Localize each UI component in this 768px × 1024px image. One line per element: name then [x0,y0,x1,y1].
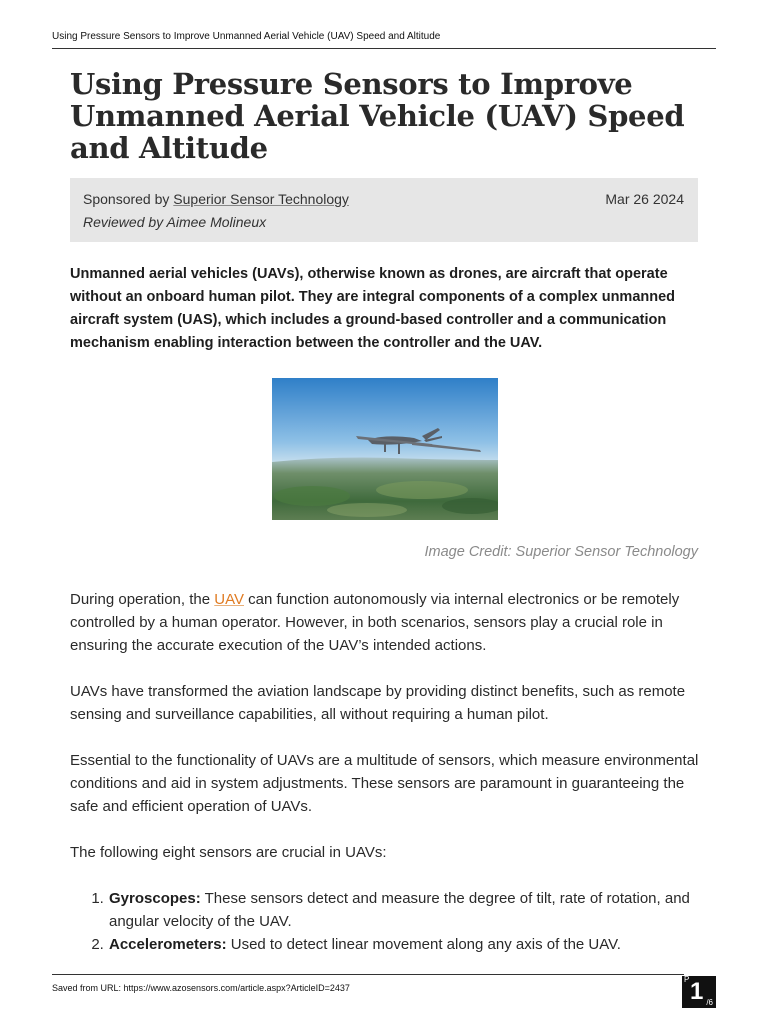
page-total: /6 [706,998,713,1007]
sponsor-link[interactable]: Superior Sensor Technology [173,191,349,207]
saved-from-url: Saved from URL: https://www.azosensors.com/article.aspx?ArticleID=2437 [52,983,350,993]
image-credit: Image Credit: Superior Sensor Technology [424,544,698,560]
article-meta [70,178,698,242]
list-item-term: Accelerometers: [109,936,227,953]
article [70,68,700,956]
list-item-term: Gyroscopes: [109,890,201,907]
paragraph-list-intro: The following eight sensors are crucial in UAVs: [70,844,387,861]
running-header: Using Pressure Sensors to Improve Unmanned Aerial Vehicle (UAV) Speed and Altitude [52,30,716,49]
paragraph-text: can function autonomously via internal electronics or be remotely controlled by a human operator. However, in both scenarios, sensors play a crucial role in ensuring the accurate execution of the UAV’s intended actions. [70,591,680,654]
paragraph-landscape: UAVs have transformed the aviation landscape by providing distinct benefits, such as remote sensing and surveillance capabilities, all without requiring a human pilot. [70,683,686,723]
drone-photo [272,378,498,520]
sponsored-prefix: Sponsored by [83,191,174,207]
reviewed-by: Reviewed by Aimee Molineux [83,214,267,230]
paragraph-text: During operation, the [70,591,215,608]
uav-link[interactable]: UAV [214,591,244,608]
paragraph-operation [70,588,700,657]
paragraph-sensors: Essential to the functionality of UAVs are a multitude of sensors, which measure environmental conditions and aid in system adjustments. These sensors are paramount in guaranteeing the safe and efficient operation of UAVs. [70,752,699,815]
article-title: Using Pressure Sensors to Improve Unmanned Aerial Vehicle (UAV) Speed and Altitude [70,67,685,165]
page-indicator [682,976,716,1008]
list-item [108,887,700,933]
sponsor-line [83,191,349,207]
sensor-list [70,887,700,956]
page-letter: P [684,975,690,984]
list-item [108,933,700,956]
publish-date: Mar 26 2024 [605,191,684,207]
page-number: 1 [690,978,704,1005]
list-item-desc: These sensors detect and measure the degree of tilt, rate of rotation, and angular velocity of the UAV. [109,890,690,930]
list-item-desc: Used to detect linear movement along any axis of the UAV. [226,936,621,953]
drone-photo-icon [272,378,498,520]
article-lead: Unmanned aerial vehicles (UAVs), otherwise known as drones, are aircraft that operate without an onboard human pilot. They are integral components of a complex unmanned aircraft system (UAS), which includes a ground-based controller and a communication mechanism enabling interaction between the controller and the UAV. [70,266,676,351]
footer-divider [52,974,684,975]
